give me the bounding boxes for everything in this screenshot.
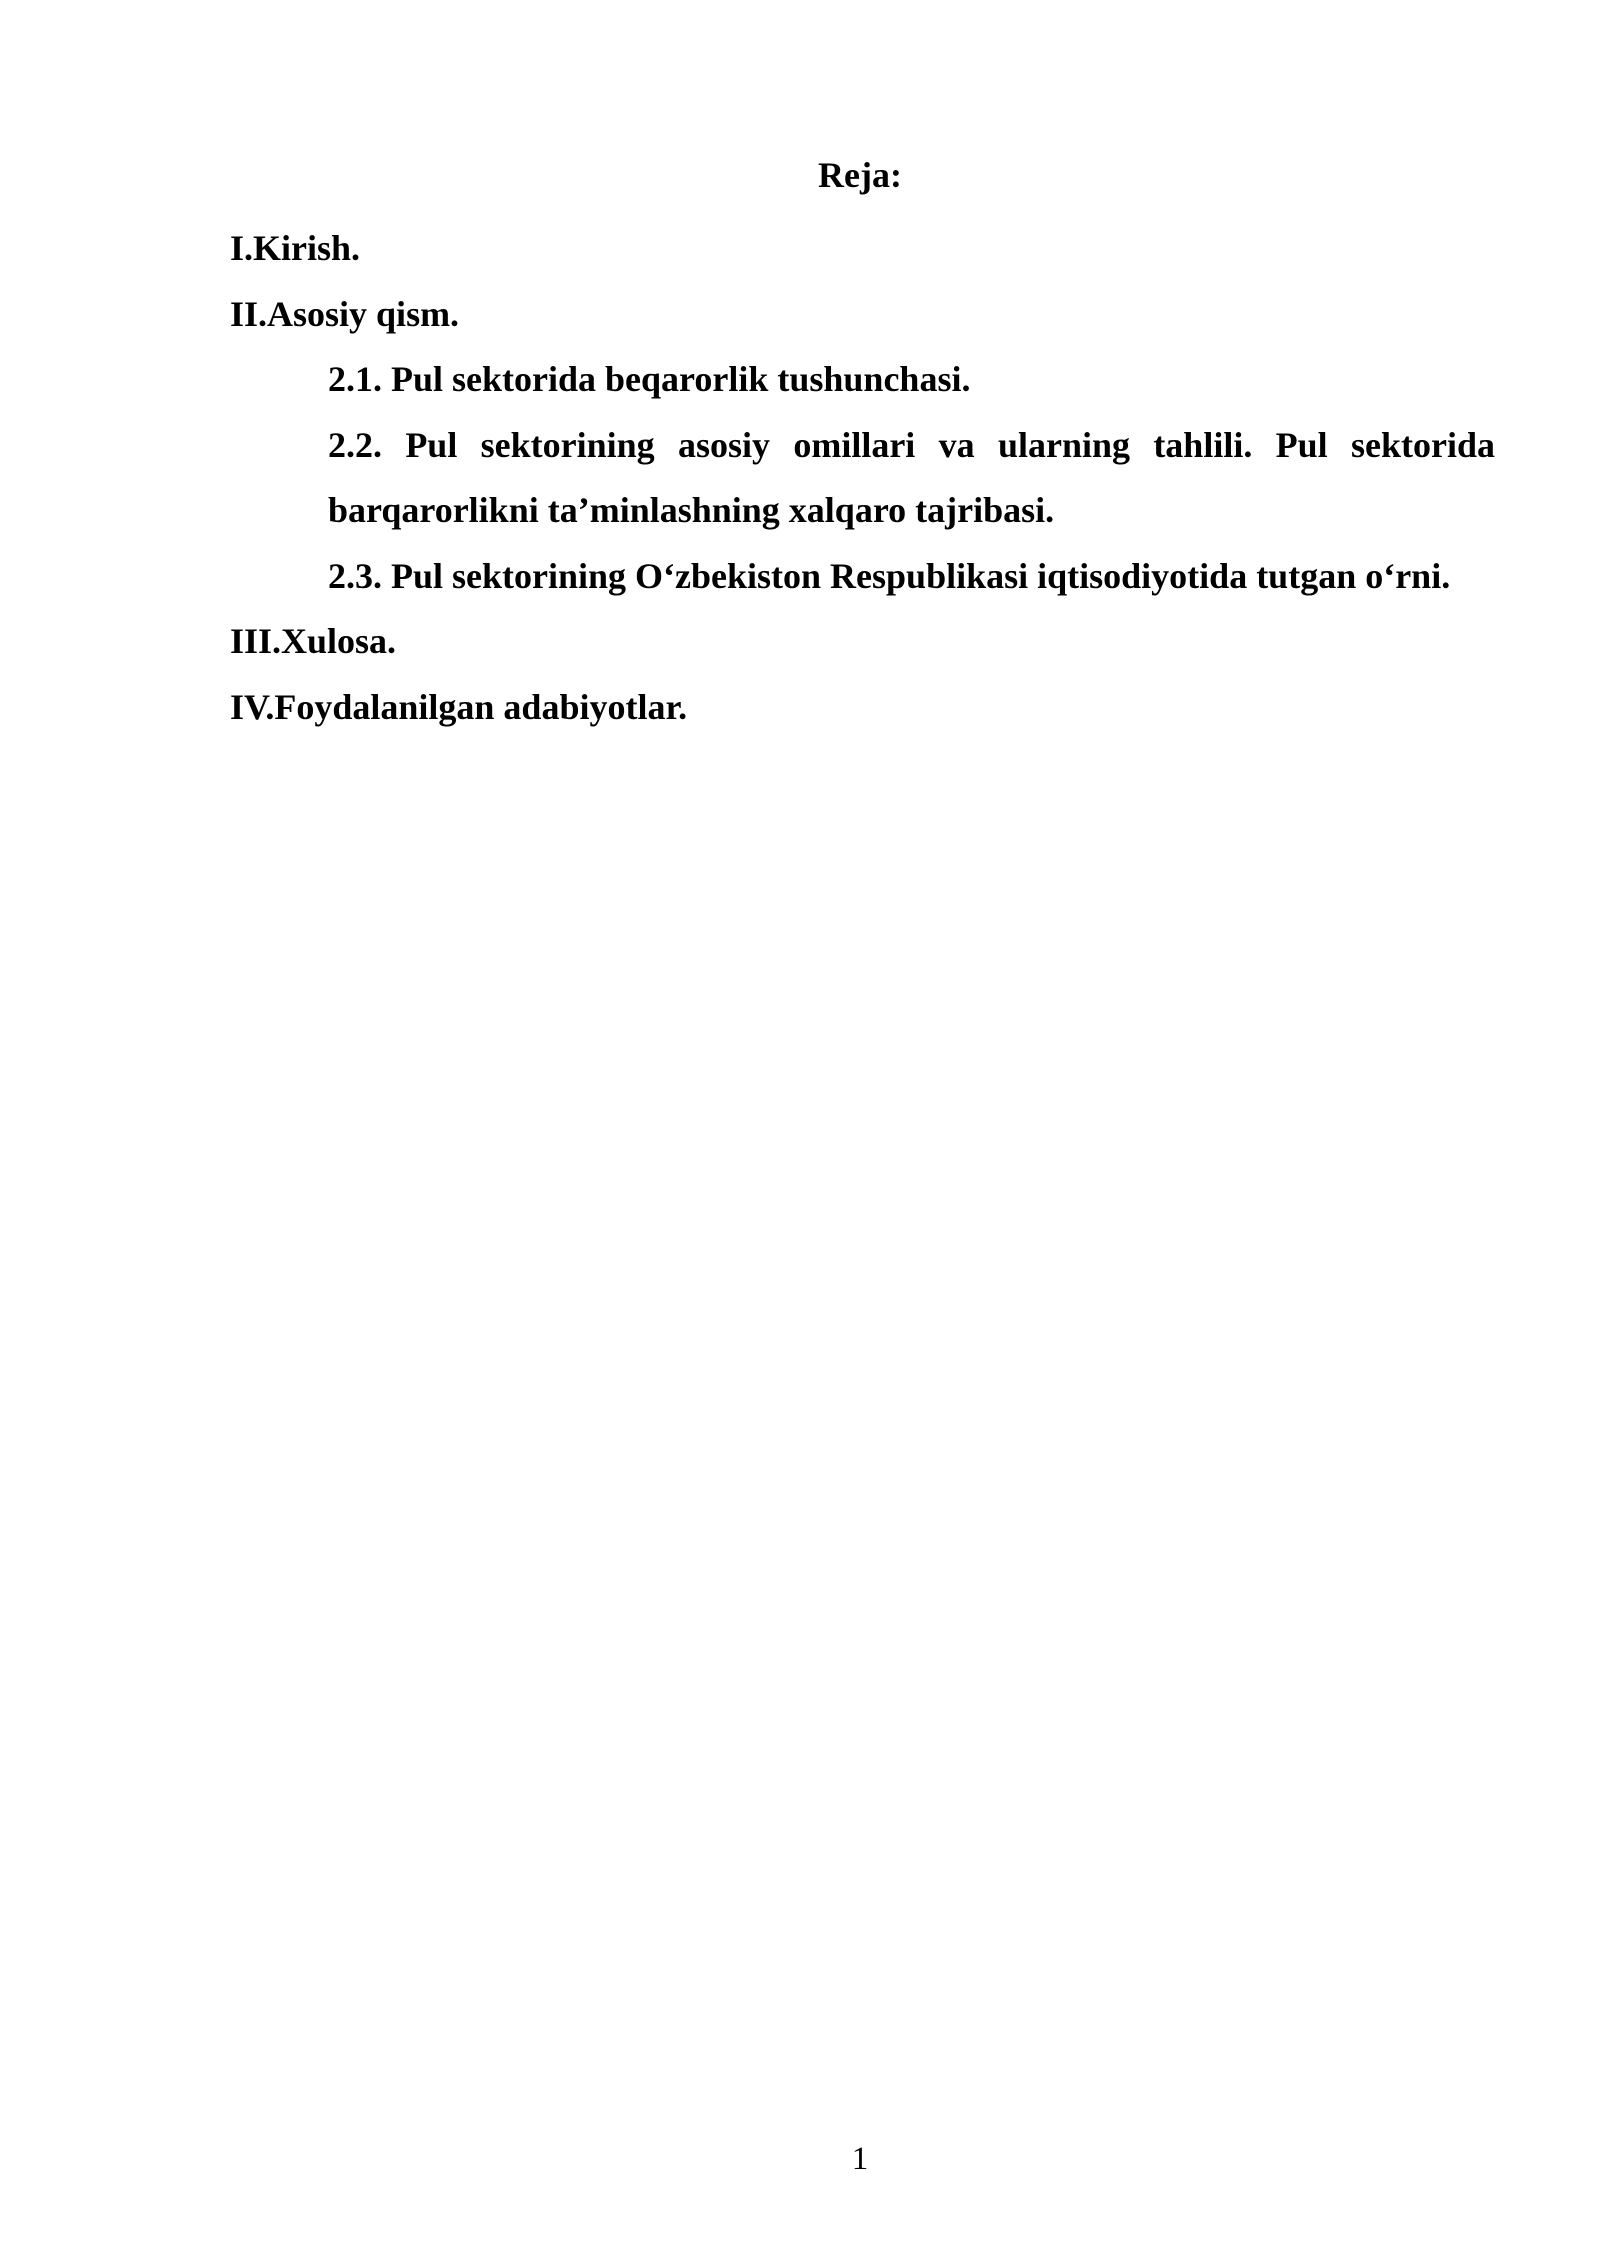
toc-item-main-part: II.Asosiy qism.	[230, 293, 460, 334]
toc-subitem-2-1: 2.1. Pul sektorida beqarorlik tushunchasi.	[328, 359, 971, 399]
toc-item-references: IV.Foydalanilgan adabiyotlar.	[230, 686, 688, 727]
page-title: Reja:	[818, 155, 902, 195]
page-number: 1	[851, 2141, 869, 2177]
toc-subitem-2-2: 2.2. Pul sektorining asosiy omillari va ularning tahlili. Pul sektorida barqarorlikni ta’minlashning xalqaro tajribasi.	[328, 424, 1495, 530]
toc-subitem-2-3: 2.3. Pul sektorining O‘zbekiston Respublikasi iqtisodiyotida tutgan o‘rni.	[328, 555, 1451, 596]
toc-item-conclusion: III.Xulosa.	[230, 621, 397, 661]
table-of-contents	[230, 216, 1495, 740]
toc-item-introduction: I.Kirish.	[230, 228, 361, 268]
